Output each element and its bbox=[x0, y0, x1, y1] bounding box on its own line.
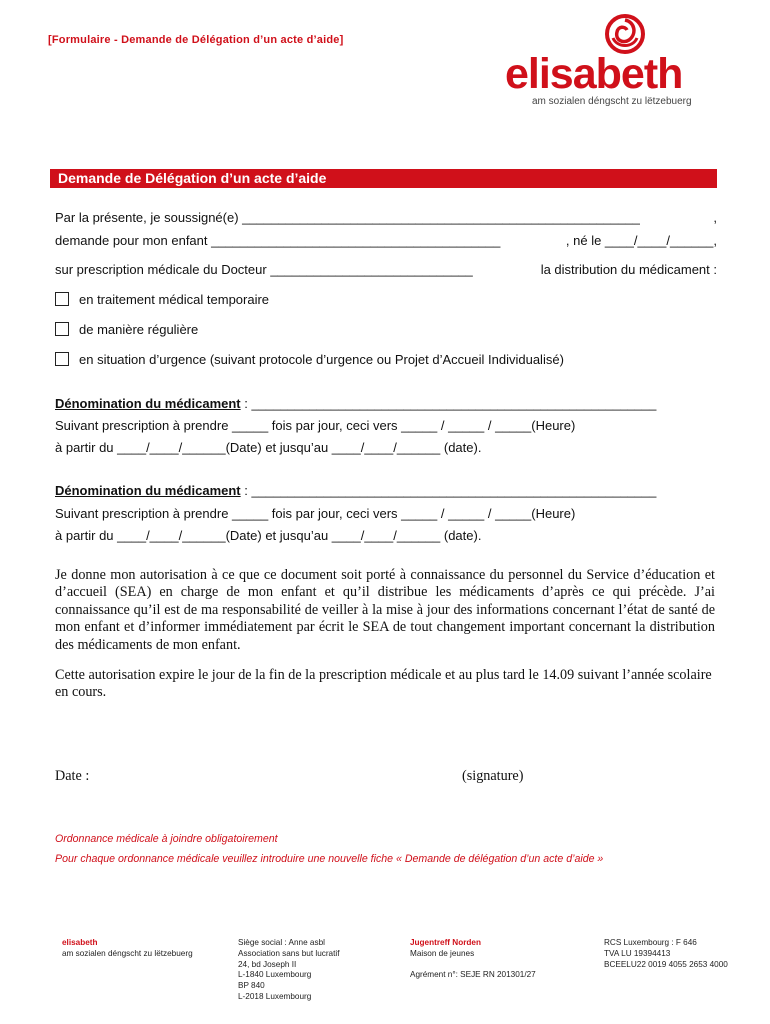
signature-label: (signature) bbox=[462, 768, 524, 784]
option-label: en traitement médical temporaire bbox=[79, 292, 270, 307]
posology-2: Suivant prescription à prendre _____ fois par jour, ceci vers _____ / _____ / _____(Heure) bbox=[55, 506, 576, 521]
distribution-text: la distribution du médicament : bbox=[540, 262, 717, 277]
medication-name-2 bbox=[55, 483, 656, 498]
period-2: à partir du ____/____/______(Date) et jusqu’au ____/____/______ (date). bbox=[55, 528, 482, 543]
footer-line: L-1840 Luxembourg bbox=[238, 970, 312, 980]
footer-line: Association sans but lucratif bbox=[238, 948, 340, 958]
prescription-note: Ordonnance médicale à joindre obligatoirement bbox=[55, 833, 278, 845]
checkbox-emergency[interactable] bbox=[55, 352, 69, 366]
authorization-paragraph: Je donne mon autorisation à ce que ce document soit porté à connaissance du personnel du Service d’éducation et d’accueil (SEA) en charge de mon enfant et qu’il distribue les médicaments d’après ce qui précède. J’ai connaissance qu’il est de ma responsabilité de veiller à la mise à jour des informations concernant l’état de santé de mon enfant et d’informer immédiatement par écrit le SEA de tout changement important concernant la distribution des médicaments de mon enfant. bbox=[55, 567, 715, 653]
logo bbox=[505, 14, 720, 114]
option-emergency[interactable] bbox=[55, 352, 564, 367]
footer-col-registry bbox=[604, 938, 728, 970]
footer-line: Maison de jeunes bbox=[410, 948, 475, 958]
option-temporary[interactable] bbox=[55, 292, 269, 307]
logo-brand: elisabeth bbox=[505, 50, 683, 98]
declarant-line bbox=[55, 210, 717, 225]
footer-org-title: elisabeth bbox=[62, 938, 98, 947]
footer-line: 24, bd Joseph II bbox=[238, 959, 297, 969]
period-1: à partir du ____/____/______(Date) et jusqu’au ____/____/______ (date). bbox=[55, 440, 482, 455]
option-label: en situation d’urgence (suivant protocole d’urgence ou Projet d’Accueil Individualisé) bbox=[79, 352, 564, 367]
medication-blank: : ________________________________________________________ bbox=[240, 483, 657, 498]
rose-icon bbox=[605, 14, 645, 54]
date-label: Date : bbox=[55, 768, 90, 784]
footer-col-seat bbox=[238, 938, 339, 1003]
footer-line: BP 840 bbox=[238, 981, 265, 991]
medication-label: Dénomination du médicament bbox=[55, 396, 241, 411]
medication-label: Dénomination du médicament bbox=[55, 483, 241, 498]
checkbox-temporary[interactable] bbox=[55, 292, 69, 306]
footer-col-youth bbox=[410, 938, 536, 981]
footer-line: am sozialen déngscht zu lëtzebuerg bbox=[62, 948, 193, 958]
logo-tagline: am sozialen déngscht zu lëtzebuerg bbox=[532, 96, 692, 107]
footer-col-org bbox=[62, 938, 193, 960]
declarant-text: Par la présente, je soussigné(e) _______________________________________________________ bbox=[55, 210, 640, 225]
expiry-paragraph: Cette autorisation expire le jour de la fin de la prescription médicale et au plus tard le 14.09 suivant l’année scolaire en cours. bbox=[55, 667, 712, 701]
footer-line: TVA LU 19394413 bbox=[604, 948, 671, 958]
doctor-text: sur prescription médicale du Docteur ____________________________ bbox=[55, 262, 473, 277]
medication-name-1 bbox=[55, 396, 656, 411]
form-reference: [Formulaire - Demande de Délégation d’un acte d’aide] bbox=[48, 34, 344, 46]
footer-line: BCEELU22 0019 4055 2653 4000 bbox=[604, 959, 728, 969]
footer-line: Agrément n°: SEJE RN 201301/27 bbox=[410, 970, 536, 980]
declarant-end: , bbox=[713, 210, 717, 225]
footer-line: Siège social : Anne asbl bbox=[238, 938, 325, 947]
option-regular[interactable] bbox=[55, 322, 198, 337]
footer-youth-title: Jugentreff Norden bbox=[410, 938, 481, 947]
form-title-bar bbox=[50, 169, 717, 188]
footer-line: RCS Luxembourg : F 646 bbox=[604, 938, 697, 947]
form-title: Demande de Délégation d’un acte d’aide bbox=[58, 170, 327, 186]
checkbox-regular[interactable] bbox=[55, 322, 69, 336]
option-label: de manière régulière bbox=[79, 322, 199, 337]
posology-1: Suivant prescription à prendre _____ fois par jour, ceci vers _____ / _____ / _____(Heure) bbox=[55, 418, 576, 433]
new-form-note: Pour chaque ordonnance médicale veuillez introduire une nouvelle fiche « Demande de délégation d’un acte d’aide » bbox=[55, 853, 604, 865]
prescription-line bbox=[55, 262, 717, 277]
birth-date-text: , né le ____/____/______, bbox=[565, 233, 717, 248]
medication-blank: : ________________________________________________________ bbox=[240, 396, 657, 411]
child-text: demande pour mon enfant ________________________________________ bbox=[55, 233, 501, 248]
footer-line: L-2018 Luxembourg bbox=[238, 991, 312, 1001]
child-line bbox=[55, 233, 717, 248]
